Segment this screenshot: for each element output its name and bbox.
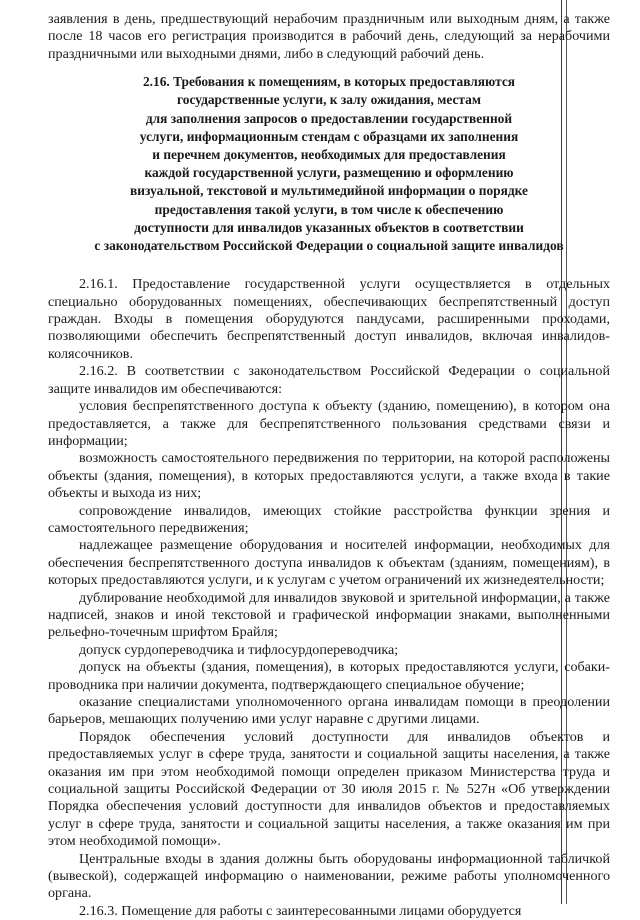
heading-line: визуальной, текстовой и мультимедийной информации о порядке	[130, 183, 528, 199]
intro-paragraph: заявления в день, предшествующий нерабочим праздничным или выходным дням, а также после 18 часов его регистрация производится в рабочий день, следующий за нерабочими праздничными или выходными днями, либо в следующий рабочий день.	[48, 11, 610, 62]
paragraph-2-16-3: 2.16.3. Помещение для работы с заинтересованными лицами оборудуется	[79, 902, 522, 919]
heading-line: и перечнем документов, необходимых для предоставления	[152, 147, 506, 163]
list-item: сопровождение инвалидов, имеющих стойкие расстройства функции зрения и самостоятельного передвижения;	[48, 502, 610, 536]
paragraph-2-16-2: 2.16.2. В соответствии с законодательством Российской Федерации о социальной защите инвалидов им обеспечиваются:	[48, 363, 610, 397]
document-body	[48, 11, 610, 920]
list-item: допуск сурдопереводчика и тифлосурдопереводчика;	[79, 641, 399, 658]
heading-line: для заполнения запросов о предоставлении государственной	[145, 110, 513, 126]
paragraph-2-16-1: 2.16.1. Предоставление государственной услуги осуществляется в отдельных специально оборудованных помещениях, обеспечивающих беспрепятственный доступ граждан. Входы в помещения оборудуются пандусами, расширенными проходами, позволяющими обеспечить беспрепятственный доступ инвалидов, включая инвалидов-колясочников.	[48, 276, 610, 362]
heading-line: предоставления такой услуги, в том числе к обеспечению	[154, 201, 504, 217]
paragraph-procedure: Порядок обеспечения условий доступности для инвалидов объектов и предоставляемых услуг в сфере труда, занятости и социальной защиты населения, а также оказания им при этом необходимой помощи определен приказом Министерства труда и социальной защиты Российской Федерации от 30 июля 2015 г. № 527н «Об утверждении Порядка обеспечения условий доступности для инвалидов объектов и предоставляемых услуг в сфере труда, занятости и социальной защиты населения, а также оказания им при этом необходимой помощи».	[48, 728, 610, 850]
heading-line: государственные услуги, к залу ожидания, местам	[177, 92, 481, 108]
list-item: возможность самостоятельного передвижения по территории, на которой расположены объекты (здания, помещения), в которых предоставляются услуги, а также входа в такие объекты и выхода из них;	[48, 450, 610, 502]
heading-line: 2.16. Требования к помещениям, в которых предоставляются	[142, 74, 516, 90]
heading-line: доступности для инвалидов указанных объектов в соответствии	[134, 219, 524, 235]
list-item: дублирование необходимой для инвалидов звуковой и зрительной информации, а также надписей, знаков и иной текстовой и графической информации знаками, выполненными рельефно-точечным шрифтом Брайля;	[48, 589, 610, 641]
paragraph-entrances: Центральные входы в здания должны быть оборудованы информационной табличкой (вывеской), содержащей информацию о наименовании, режиме работы уполномоченного органа.	[48, 850, 610, 902]
heading-line: каждой государственной услуги, размещению и оформлению	[144, 165, 514, 181]
heading-line: с законодательством Российской Федерации о социальной защите инвалидов	[94, 238, 564, 254]
list-item: оказание специалистами уполномоченного органа инвалидам помощи в преодолении барьеров, мешающих получению ими услуг наравне с другими лицами.	[48, 694, 610, 728]
heading-line: услуги, информационным стендам с образцами их заполнения	[139, 128, 519, 144]
list-item: условия беспрепятственного доступа к объекту (зданию, помещению), в котором она предоставляется, а также для беспрепятственного пользования средствами связи и информации;	[48, 398, 610, 449]
list-item: допуск на объекты (здания, помещения), в которых предоставляются услуги, собаки-проводника при наличии документа, подтверждающего специальное обучение;	[48, 659, 610, 693]
section-heading	[48, 73, 610, 255]
list-item: надлежащее размещение оборудования и носителей информации, необходимых для обеспечения беспрепятственного доступа инвалидов к объектам (зданиям, помещениям), в которых предоставляются услуги, и к услугам с учетом ограничений их жизнедеятельности;	[48, 537, 610, 589]
